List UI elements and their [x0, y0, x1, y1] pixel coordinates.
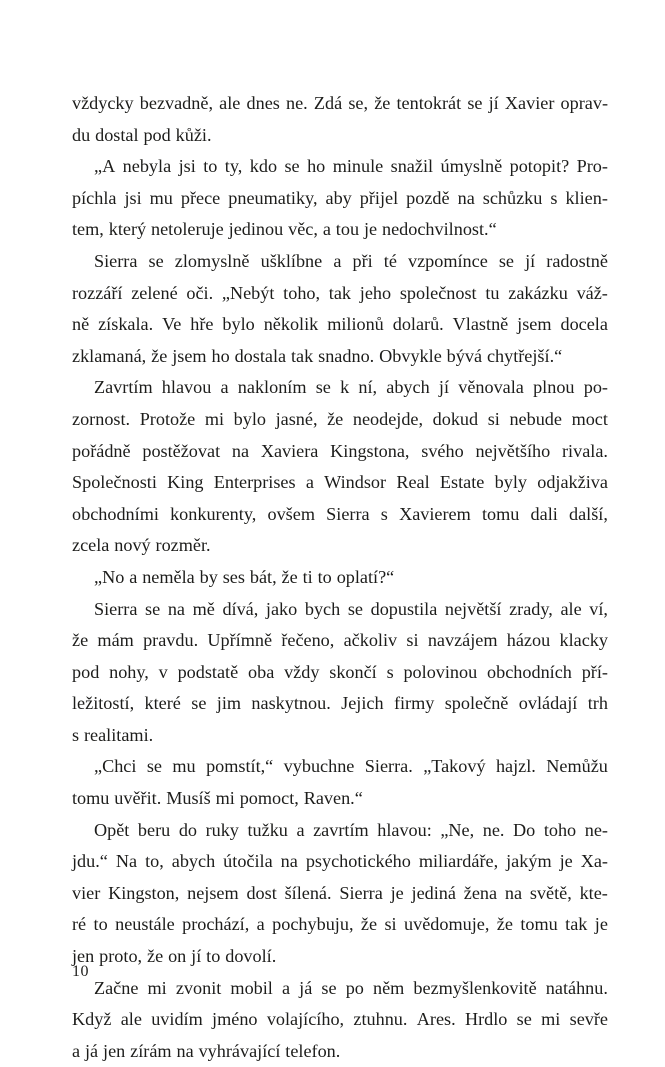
text-line: vier Kingston, nejsem dost šílená. Sierra je jediná žena na světě, kte- [72, 882, 608, 903]
text-line: ně získala. Ve hře bylo několik milionů dolarů. Vlastně jsem docela [72, 314, 608, 335]
text-line: jdu.“ Na to, abych útočila na psychotického miliardáře, jakým je Xa- [72, 851, 608, 872]
text-line: pod nohy, v podstatě oba vždy skončí s polovinou obchodních pří- [72, 661, 608, 682]
body-text [72, 88, 608, 1067]
text-line: Začne mi zvonit mobil a já se po něm bezmyšlenkovitě natáhnu. [94, 977, 608, 998]
text-line: píchla jsi mu přece pneumatiky, aby přijel pozdě na schůzku s klien- [72, 187, 608, 208]
text-line: rozzáří zelené oči. „Nebýt toho, tak jeho společnost tu zakázku váž- [72, 282, 608, 303]
text-line: vždycky bezvadně, ale dnes ne. Zdá se, že tentokrát se jí Xavier oprav- [72, 93, 608, 113]
text-line: pořádně postěžovat na Xaviera Kingstona, svého největšího rivala. [72, 440, 608, 461]
text-line: Opět beru do ruky tužku a zavrtím hlavou: „Ne, ne. Do toho ne- [94, 819, 608, 840]
text-line: Zavrtím hlavou a nakloním se k ní, abych jí věnovala plnou po- [94, 377, 608, 398]
text-line: zcela nový rozměr. [72, 535, 211, 556]
text-line: „No a neměla by ses bát, že ti to oplatí?“ [94, 566, 395, 587]
text-line: tem, který netoleruje jedinou věc, a tou je nedochvilnost.“ [72, 219, 497, 240]
text-line: „Chci se mu pomstít,“ vybuchne Sierra. „Takový hajzl. Nemůžu [94, 756, 608, 777]
text-line: Když ale uvidím jméno volajícího, ztuhnu. Ares. Hrdlo se mi sevře [72, 1009, 608, 1030]
text-line: obchodními konkurenty, ovšem Sierra s Xavierem tomu dali další, [72, 503, 608, 524]
text-line: tomu uvěřit. Musíš mi pomoct, Raven.“ [72, 788, 363, 809]
text-line: zornost. Protože mi bylo jasné, že neodejde, dokud si nebude moct [72, 408, 608, 429]
text-line: že mám pravdu. Upřímně řečeno, ačkoliv si navzájem házou klacky [72, 630, 608, 651]
text-line: Sierra se na mě dívá, jako bych se dopustila největší zrady, ale ví, [94, 598, 608, 619]
text-line: s realitami. [72, 724, 154, 745]
text-line: ré to neustále prochází, a pochybuju, že si uvědomuje, že tomu tak je [72, 914, 608, 935]
text-line: Společnosti King Enterprises a Windsor Real Estate byly odjakživa [72, 472, 608, 493]
text-line: a já jen zírám na vyhrávající telefon. [72, 1040, 341, 1061]
page-number: 10 [72, 963, 89, 980]
text-line: du dostal pod kůži. [72, 124, 212, 145]
text-line: „A nebyla jsi to ty, kdo se ho minule snažil úmyslně potopit? Pro- [94, 156, 608, 177]
text-line: Sierra se zlomyslně ušklíbne a při té vzpomínce se jí radostně [94, 250, 608, 271]
text-line: ležitostí, které se jim naskytnou. Jejich firmy společně ovládají trh [72, 693, 608, 714]
text-line: zklamaná, že jsem ho dostala tak snadno. Obvykle bývá chytřejší.“ [72, 345, 563, 366]
text-line: jen proto, že on jí to dovolí. [72, 946, 277, 967]
